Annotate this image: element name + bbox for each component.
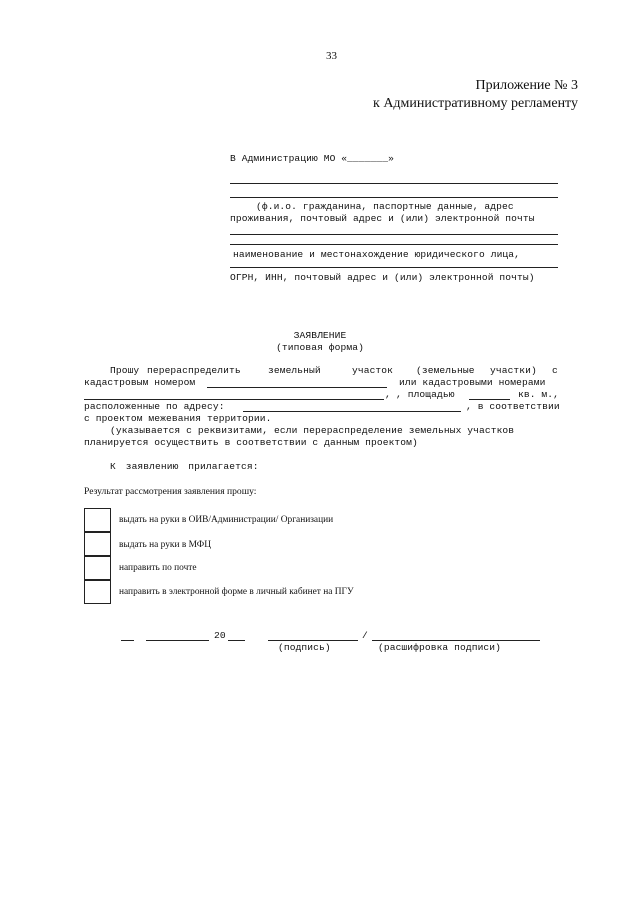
area-field[interactable] bbox=[469, 399, 510, 400]
date-month-field[interactable] bbox=[146, 640, 209, 641]
body-word: с bbox=[552, 365, 558, 376]
body-word: перераспределить bbox=[147, 365, 241, 376]
form-subtitle: (типовая форма) bbox=[276, 342, 364, 353]
signature-field[interactable] bbox=[268, 640, 358, 641]
body-text: , в соответствии bbox=[466, 401, 560, 412]
body-word: Прошу bbox=[110, 365, 140, 376]
caption-org-2: ОГРН, ИНН, почтовый адрес и (или) электронной почты) bbox=[230, 272, 535, 283]
addressee-line bbox=[230, 197, 558, 198]
body-word: (земельные bbox=[416, 365, 475, 376]
option-checkbox-post[interactable] bbox=[84, 556, 111, 580]
appendix-title: Приложение № 3 bbox=[475, 78, 578, 93]
body-word: участки) bbox=[490, 365, 537, 376]
body-text: с проектом межевания территории. bbox=[84, 413, 272, 424]
decode-caption: (расшифровка подписи) bbox=[378, 642, 502, 653]
cadastral-number-field[interactable] bbox=[207, 387, 387, 388]
body-text: (указывается с реквизитами, если перераспределение земельных участков bbox=[110, 425, 515, 436]
body-text: кадастровым номером bbox=[84, 377, 196, 388]
caption-org: наименование и местонахождение юридического лица, bbox=[233, 249, 521, 260]
body-text: , площадью bbox=[396, 389, 455, 400]
addressee-line bbox=[230, 267, 558, 268]
addressee-line bbox=[230, 244, 558, 245]
page-number: 33 bbox=[326, 50, 337, 62]
body-text: , bbox=[385, 389, 391, 400]
option-label-pgu: направить в электронной форме в личный кабинет на ПГУ bbox=[119, 587, 354, 597]
body-text: планируется осуществить в соответствии с данным проектом) bbox=[84, 437, 418, 448]
addressee-line bbox=[230, 234, 558, 235]
addressee-to-line: В Администрацию МО «_______» bbox=[230, 153, 395, 164]
option-checkbox-oiv[interactable] bbox=[84, 508, 111, 532]
option-checkbox-mfc[interactable] bbox=[84, 532, 111, 556]
caption-fio: (ф.и.о. гражданина, паспортные данные, адрес bbox=[256, 201, 514, 212]
year-prefix: 20 bbox=[214, 630, 226, 641]
body-word: участок bbox=[352, 365, 394, 376]
option-label-post: направить по почте bbox=[119, 563, 197, 573]
date-day-field[interactable] bbox=[121, 640, 134, 641]
body-text: или кадастровыми номерами bbox=[399, 377, 546, 388]
date-year-field[interactable] bbox=[228, 640, 245, 641]
address-field[interactable] bbox=[243, 411, 461, 412]
signature-slash: / bbox=[362, 630, 368, 641]
body-text: кв. м., bbox=[518, 389, 560, 400]
form-title: ЗАЯВЛЕНИЕ bbox=[293, 330, 347, 341]
option-label-mfc: выдать на руки в МФЦ bbox=[119, 540, 211, 550]
addressee-line bbox=[230, 183, 558, 184]
body-text: расположенные по адресу: bbox=[84, 401, 225, 412]
cadastral-numbers-field[interactable] bbox=[84, 399, 384, 400]
caption-fio-2: проживания, почтовый адрес и (или) электронной почты bbox=[230, 213, 535, 224]
option-checkbox-pgu[interactable] bbox=[84, 580, 111, 604]
attachments-label: К заявлению прилагается: bbox=[110, 461, 259, 472]
signature-caption: (подпись) bbox=[278, 642, 331, 653]
result-heading: Результат рассмотрения заявления прошу: bbox=[84, 486, 257, 497]
appendix-subtitle: к Административному регламенту bbox=[373, 96, 578, 111]
option-label-oiv: выдать на руки в ОИВ/Администрации/ Организации bbox=[119, 515, 334, 525]
body-word: земельный bbox=[268, 365, 321, 376]
signature-decode-field[interactable] bbox=[372, 640, 540, 641]
